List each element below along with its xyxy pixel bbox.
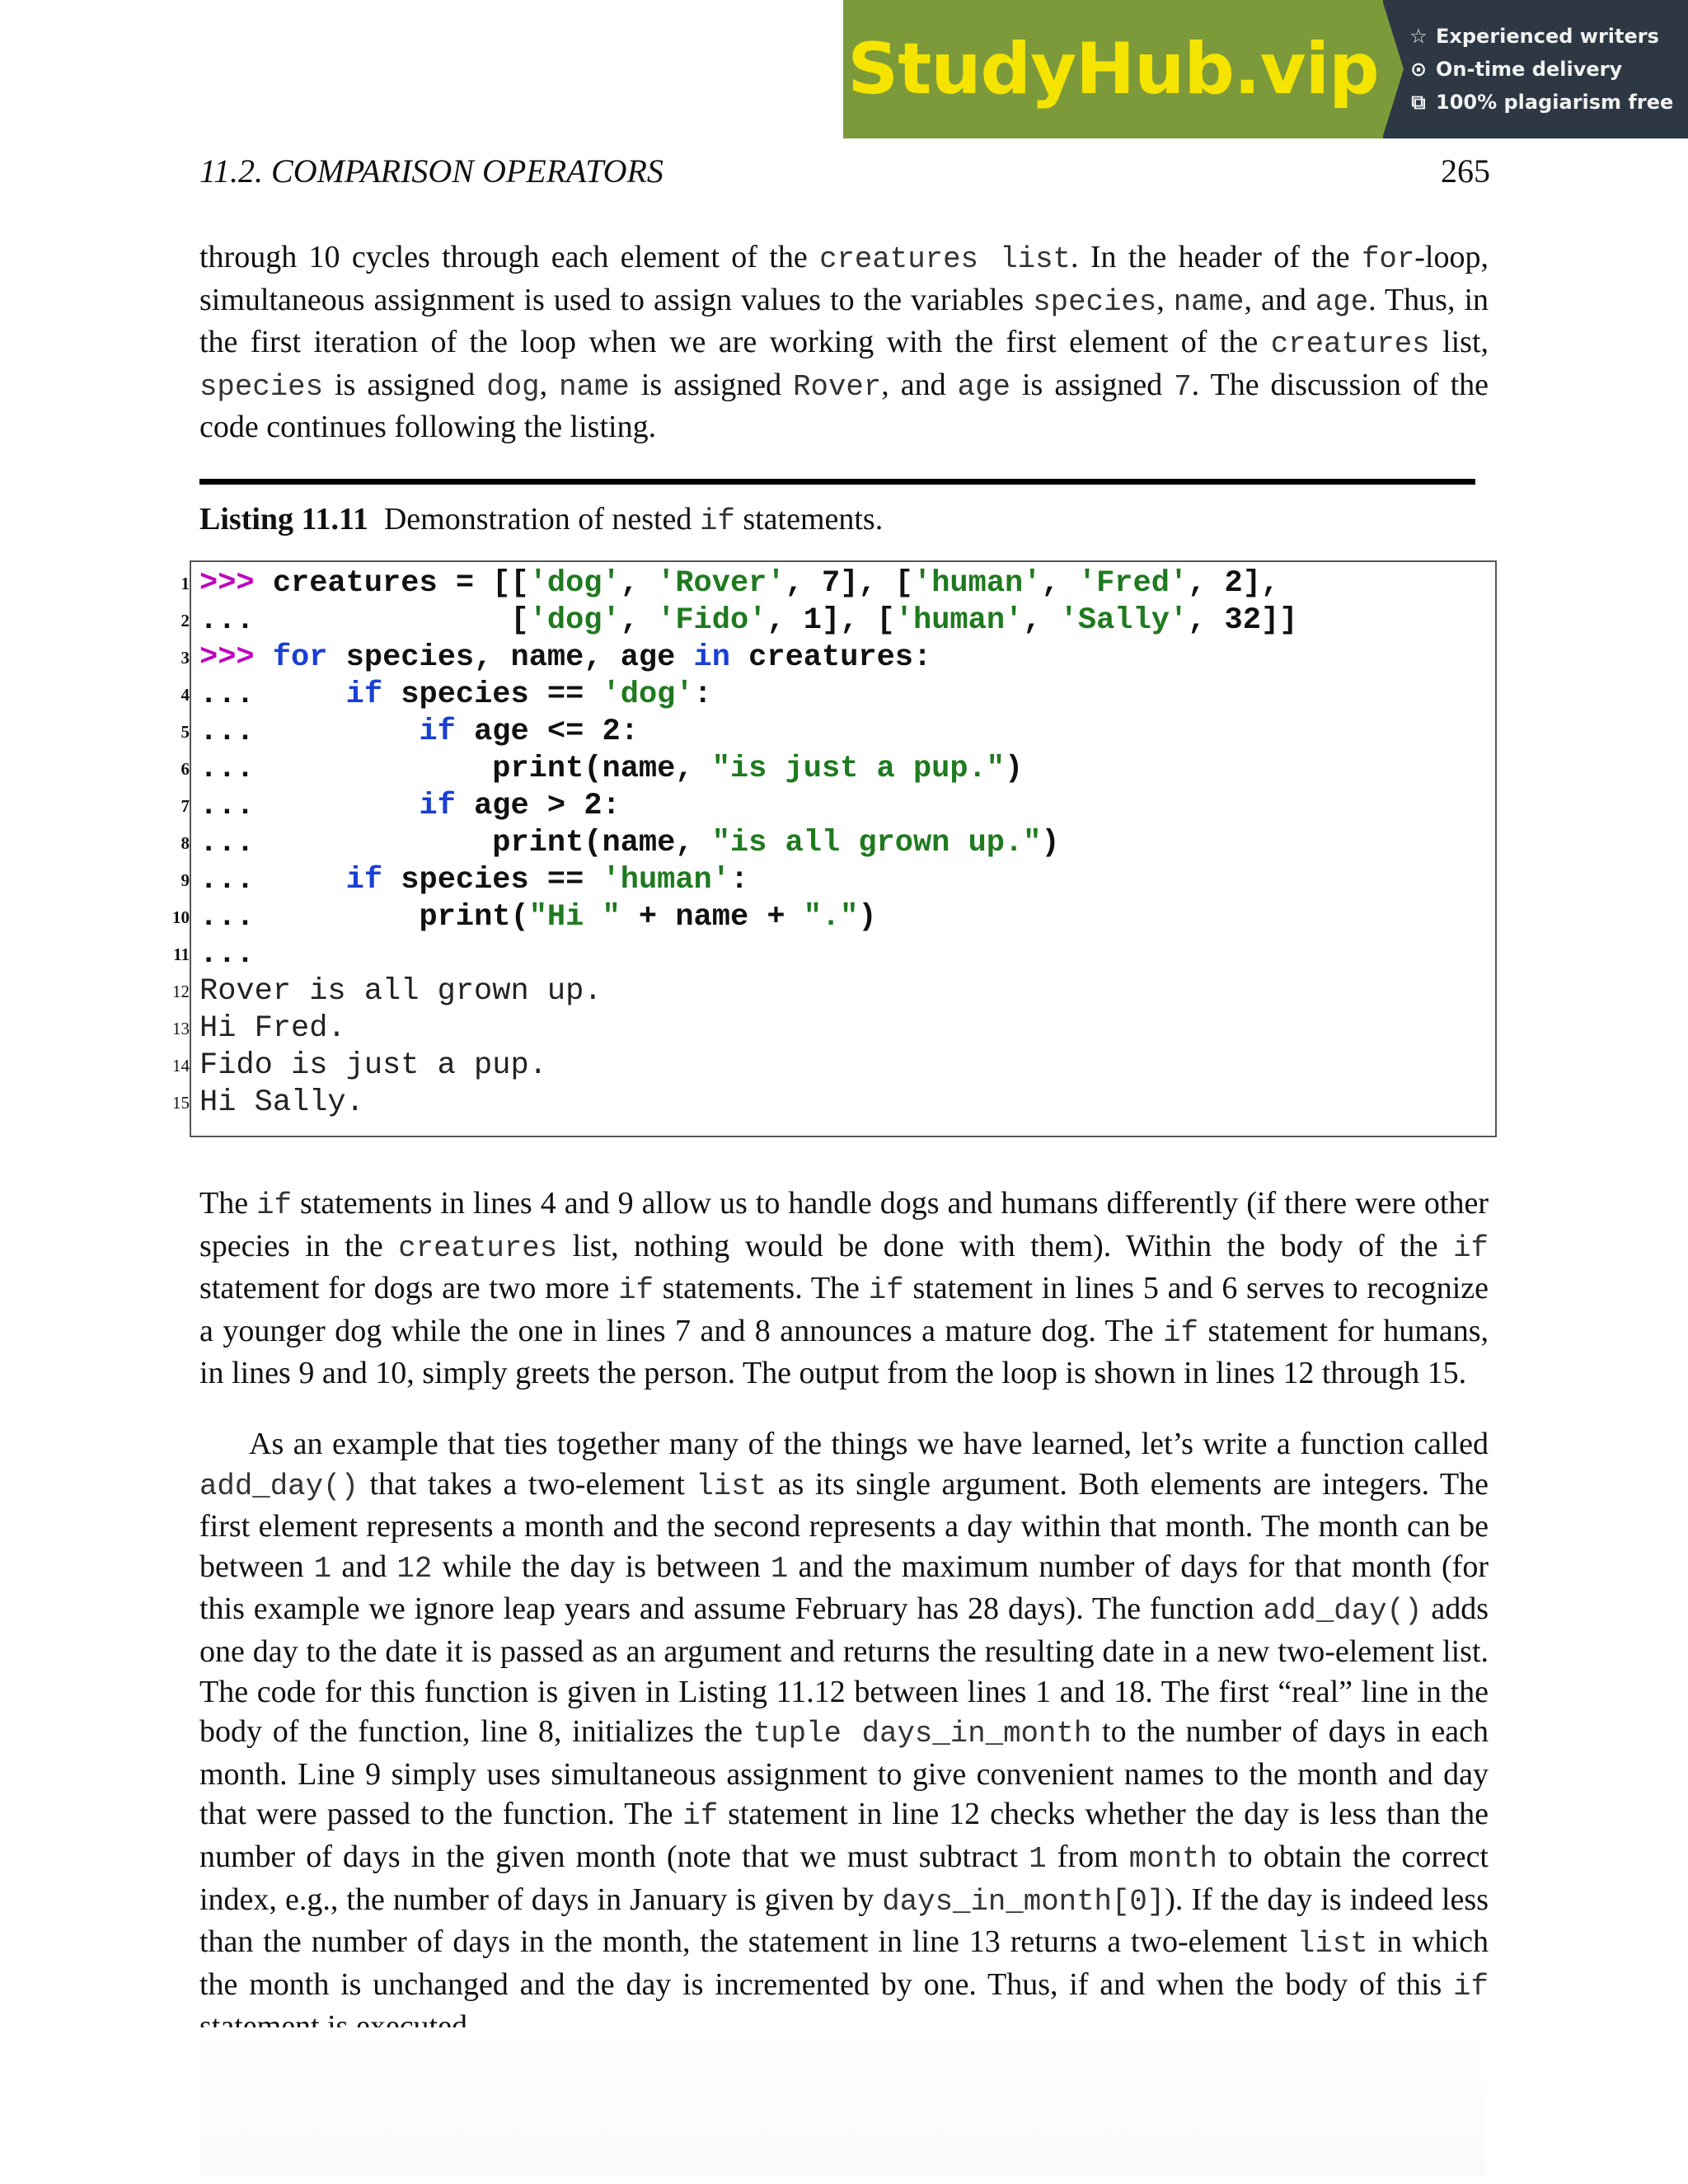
- line-number: 10: [172, 907, 190, 927]
- section-title: 11.2. COMPARISON OPERATORS: [199, 152, 663, 190]
- line-number: 5: [181, 722, 190, 742]
- paragraph-explanation: The if statements in lines 4 and 9 allow us to handle dogs and humans differently (if there were other species in the creatures list, nothing would be done with them). Within the body of the if statement for dogs are two more if statements. The if statement in lines 5 and 6 serves to recognize a younger dog while the one in lines 7 and 8 announces a mature dog. The if statement for humans, in lines 9 and 10, simply greets the person. The output from the loop is shown in lines 12 through 15.: [199, 1186, 1489, 1391]
- copy-icon: ⧉: [1411, 91, 1426, 114]
- feature-item: [1408, 58, 1688, 81]
- star-icon: ☆: [1409, 25, 1428, 48]
- code-line: 5 ... if age <= 2:: [199, 714, 639, 751]
- line-number: 8: [181, 833, 190, 853]
- line-number: 6: [181, 759, 190, 779]
- output-line: 14 Fido is just a pup.: [199, 1047, 547, 1085]
- running-header: [199, 152, 1490, 190]
- line-number: 11: [173, 944, 190, 964]
- line-number: 12: [172, 982, 190, 1001]
- code-line: 2 ... ['dog', 'Fido', 1], ['human', 'Sally', 32]]: [199, 602, 1297, 640]
- line-number: 3: [181, 648, 190, 668]
- studyhub-banner[interactable]: [843, 0, 1688, 138]
- output-line: 15 Hi Sally.: [199, 1085, 364, 1122]
- line-number: 7: [181, 796, 190, 816]
- output-line: 13 Hi Fred.: [199, 1010, 346, 1047]
- code-line: 8 ... print(name, "is all grown up."): [199, 825, 1060, 862]
- listing-rule: [199, 479, 1475, 485]
- line-number: 4: [181, 685, 190, 705]
- output-line: 12 Rover is all grown up.: [199, 973, 602, 1010]
- feature-list: [1383, 0, 1688, 138]
- brand-logo[interactable]: [843, 0, 1383, 138]
- clock-icon: ⊙: [1409, 58, 1428, 81]
- feature-item: [1408, 91, 1688, 114]
- page-footer-area: [199, 2027, 1485, 2176]
- code-line: 9 ... if species == 'human':: [199, 862, 748, 899]
- line-number: 14: [172, 1056, 190, 1076]
- listing-label: Listing 11.11: [199, 502, 368, 537]
- feature-text: 100% plagiarism free: [1436, 91, 1674, 114]
- brand-name: StudyHub.vip: [847, 28, 1379, 110]
- line-number: 9: [181, 870, 190, 890]
- paragraph-intro: through 10 cycles through each element of the creatures list. In the header of the for-loop, simultaneous assignment is used to assign values to the variables species, name, and age. Thus, in the first iteration of the loop when we are working with the first element of the creatures list, species is assigned dog, name is assigned Rover, and age is assigned 7. The discussion of the code continues following the listing.: [199, 240, 1489, 445]
- code-line: 1 >>> creatures = [['dog', 'Rover', 7], ['human', 'Fred', 2],: [199, 565, 1279, 602]
- feature-text: Experienced writers: [1436, 25, 1659, 48]
- listing-caption: Listing 11.11 Demonstration of nested if statements.: [199, 502, 884, 538]
- code-line: 11 ...: [199, 936, 255, 973]
- code-line: 7 ... if age > 2:: [199, 788, 621, 825]
- code-line: 4 ... if species == 'dog':: [199, 677, 712, 714]
- page-number: 265: [1441, 152, 1490, 190]
- line-number: 13: [172, 1019, 190, 1038]
- code-line: 10 ... print("Hi " + name + "."): [199, 899, 877, 936]
- feature-text: On-time delivery: [1436, 58, 1623, 81]
- paragraph-add-day: As an example that ties together many of the things we have learned, let’s write a function called add_day() that takes a two-element list as its single argument. Both elements are integers. The first element represents a month and the second represents a day within that month. The month can be between 1 and 12 while the day is between 1 and the maximum number of days for that month (for this example we ignore leap years and assume February has 28 days). The function add_day() adds one day to the date it is passed as an argument and returns the resulting date in a new two-element list. The code for this function is given in Listing 11.12 between lines 1 and 18. The first “real” line in the body of the function, line 8, initializes the tuple days_in_month to the number of days in each month. Line 9 simply uses simultaneous assignment to give convenient names to the month and day that were passed to the function. The if statement in line 12 checks whether the day is less than the number of days in the given month (note that we must subtract 1 from month to obtain the correct index, e.g., the number of days in January is given by days_in_month[0]). If the day is indeed less than the number of days in the month, the statement in line 13 returns a two-element list in which the month is unchanged and the day is incremented by one. Thus, if and when the body of this if: [199, 1427, 1489, 2004]
- line-number: 1: [181, 574, 190, 593]
- code-line: 6 ... print(name, "is just a pup."): [199, 751, 1023, 788]
- line-number: 15: [172, 1093, 190, 1113]
- line-number: 2: [181, 611, 190, 630]
- code-line: 3 >>> for species, name, age in creatures:: [199, 640, 931, 677]
- feature-item: [1408, 25, 1688, 48]
